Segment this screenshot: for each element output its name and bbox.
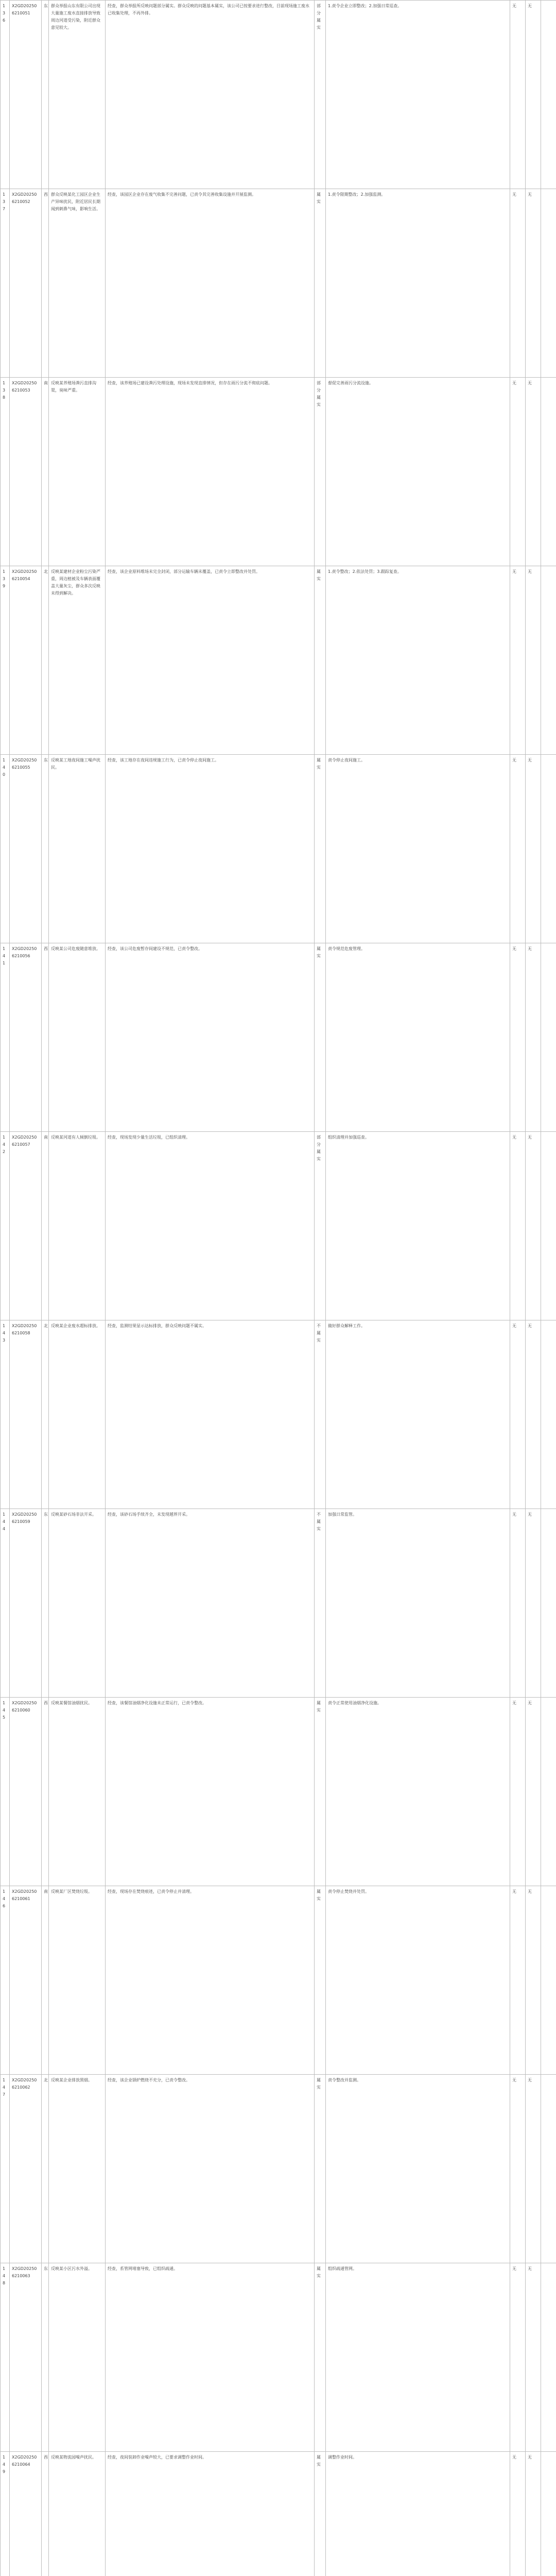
report-cell: 反映某企业排放黑烟。 xyxy=(49,2075,106,2263)
report-cell: 反映某公司危废随意堆放。 xyxy=(49,943,106,1132)
accountability-cell: 无 xyxy=(510,1509,526,1698)
blank-cell xyxy=(541,378,556,566)
result-cell: 属实 xyxy=(315,566,326,755)
publish-cell: 无 xyxy=(526,1320,541,1509)
table-row xyxy=(1,189,556,378)
row-index: 139 xyxy=(1,566,10,755)
row-index: 138 xyxy=(1,378,10,566)
blank-cell xyxy=(541,943,556,1132)
blank-cell xyxy=(541,1132,556,1320)
table-row xyxy=(1,1320,556,1509)
accountability-cell: 无 xyxy=(510,378,526,566)
publish-cell: 无 xyxy=(526,566,541,755)
case-id: X2GD202506210058 xyxy=(10,1320,42,1509)
row-index: 136 xyxy=(1,1,10,189)
publish-cell: 无 xyxy=(526,189,541,378)
publish-cell: 无 xyxy=(526,1886,541,2075)
region-cell: 北 xyxy=(42,566,49,755)
row-index: 146 xyxy=(1,1886,10,2075)
case-id: X2GD202506210054 xyxy=(10,566,42,755)
result-cell: 属实 xyxy=(315,189,326,378)
report-cell: 群众举报山东有限公司出现大量施工废水直接排放导致周边河道受污染，附近群众意见较大。 xyxy=(49,1,106,189)
blank-cell xyxy=(541,755,556,943)
table-row xyxy=(1,378,556,566)
result-cell: 属实 xyxy=(315,1698,326,1886)
case-id: X2GD202506210061 xyxy=(10,1886,42,2075)
case-id: X2GD202506210056 xyxy=(10,943,42,1132)
publish-cell: 无 xyxy=(526,1509,541,1698)
handle-cell: 责令规范危废管理。 xyxy=(326,943,510,1132)
blank-cell xyxy=(541,1886,556,2075)
region-cell: 东 xyxy=(42,755,49,943)
publish-cell: 无 xyxy=(526,1132,541,1320)
region-cell: 南 xyxy=(42,1132,49,1320)
case-id: X2GD202506210057 xyxy=(10,1132,42,1320)
report-cell: 反映某餐馆油烟扰民。 xyxy=(49,1698,106,1886)
handle-cell: 加强日常监管。 xyxy=(326,1509,510,1698)
region-cell: 西 xyxy=(42,2452,49,2576)
table-row xyxy=(1,2263,556,2452)
row-index: 145 xyxy=(1,1698,10,1886)
publish-cell: 无 xyxy=(526,1,541,189)
table-row xyxy=(1,1,556,189)
handle-cell: 调整作业时间。 xyxy=(326,2452,510,2576)
result-cell: 不属实 xyxy=(315,1320,326,1509)
result-cell: 属实 xyxy=(315,1886,326,2075)
accountability-cell: 无 xyxy=(510,2263,526,2452)
accountability-cell: 无 xyxy=(510,566,526,755)
blank-cell xyxy=(541,1509,556,1698)
row-index: 140 xyxy=(1,755,10,943)
row-index: 141 xyxy=(1,943,10,1132)
blank-cell xyxy=(541,2263,556,2452)
publish-cell: 无 xyxy=(526,2263,541,2452)
case-id: X2GD202506210055 xyxy=(10,755,42,943)
result-cell: 属实 xyxy=(315,2263,326,2452)
blank-cell xyxy=(541,1320,556,1509)
accountability-cell: 无 xyxy=(510,943,526,1132)
handle-cell: 责令停止夜间施工。 xyxy=(326,755,510,943)
blank-cell xyxy=(541,1,556,189)
check-cell: 经查，该砂石场手续齐全，未发现越界开采。 xyxy=(106,1509,315,1698)
check-cell: 经查，该公司危废暂存间建设不规范，已责令整改。 xyxy=(106,943,315,1132)
table-row xyxy=(1,1132,556,1320)
report-cell: 反映某工地夜间施工噪声扰民。 xyxy=(49,755,106,943)
handle-cell: 责令整改并监测。 xyxy=(326,2075,510,2263)
case-id: X2GD202506210062 xyxy=(10,2075,42,2263)
row-index: 143 xyxy=(1,1320,10,1509)
result-cell: 部分属实 xyxy=(315,1132,326,1320)
accountability-cell: 无 xyxy=(510,2075,526,2263)
accountability-cell: 无 xyxy=(510,1698,526,1886)
case-id: X2GD202506210053 xyxy=(10,378,42,566)
report-cell: 反映某厂区焚烧垃圾。 xyxy=(49,1886,106,2075)
case-id: X2GD202506210051 xyxy=(10,1,42,189)
report-cell: 反映某河道有人倾倒垃圾。 xyxy=(49,1132,106,1320)
publish-cell: 无 xyxy=(526,378,541,566)
check-cell: 经查，夜间装卸作业噪声较大，已要求调整作业时间。 xyxy=(106,2452,315,2576)
region-cell: 南 xyxy=(42,1886,49,2075)
accountability-cell: 无 xyxy=(510,1132,526,1320)
check-cell: 经查，该养殖场已建设粪污处理设施，现场未发现直排情况，但存在雨污分流不彻底问题。 xyxy=(106,378,315,566)
accountability-cell: 无 xyxy=(510,755,526,943)
accountability-cell: 无 xyxy=(510,1,526,189)
result-cell: 属实 xyxy=(315,2452,326,2576)
report-cell: 群众反映某化工园区企业生产异味扰民，附近居民长期闻到刺鼻气味，影响生活。 xyxy=(49,189,106,378)
region-cell: 东 xyxy=(42,1,49,189)
case-id: X2GD202506210060 xyxy=(10,1698,42,1886)
accountability-cell: 无 xyxy=(510,189,526,378)
accountability-cell: 无 xyxy=(510,1320,526,1509)
publish-cell: 无 xyxy=(526,2452,541,2576)
accountability-cell: 无 xyxy=(510,1886,526,2075)
region-cell: 北 xyxy=(42,2075,49,2263)
table-row xyxy=(1,566,556,755)
handle-cell: 做好群众解释工作。 xyxy=(326,1320,510,1509)
handle-cell: 1.责令企业立即整改；2.加强日常巡查。 xyxy=(326,1,510,189)
blank-cell xyxy=(541,1698,556,1886)
table-row xyxy=(1,943,556,1132)
report-cell: 反映某物流园噪声扰民。 xyxy=(49,2452,106,2576)
report-cell: 反映某砂石场非法开采。 xyxy=(49,1509,106,1698)
region-cell: 西 xyxy=(42,1698,49,1886)
result-cell: 部分属实 xyxy=(315,1,326,189)
check-cell: 经查，系管网堵塞导致，已组织疏通。 xyxy=(106,2263,315,2452)
handle-cell: 责令正常使用油烟净化设施。 xyxy=(326,1698,510,1886)
handle-cell: 组织清理并加强巡查。 xyxy=(326,1132,510,1320)
result-cell: 部分属实 xyxy=(315,378,326,566)
row-index: 148 xyxy=(1,2263,10,2452)
check-cell: 经查，该园区企业存在废气收集不完善问题，已责令其完善收集设施并开展监测。 xyxy=(106,189,315,378)
check-cell: 经查，监测结果显示达标排放，群众反映问题不属实。 xyxy=(106,1320,315,1509)
case-id: X2GD202506210064 xyxy=(10,2452,42,2576)
table-row xyxy=(1,1886,556,2075)
region-cell: 西 xyxy=(42,943,49,1132)
region-cell: 东 xyxy=(42,1509,49,1698)
publish-cell: 无 xyxy=(526,943,541,1132)
result-cell: 不属实 xyxy=(315,1509,326,1698)
report-cell: 反映某养殖场粪污直排沟渠，臭味严重。 xyxy=(49,378,106,566)
table-row xyxy=(1,755,556,943)
check-cell: 经查，群众举报所反映问题部分属实。群众反映的问题基本属实，该公司已按要求进行整改，目前现场施工废水已收集处理，不再外排。 xyxy=(106,1,315,189)
handle-cell: 督促完善雨污分流设施。 xyxy=(326,378,510,566)
check-cell: 经查，该餐馆油烟净化设施未正常运行，已责令整改。 xyxy=(106,1698,315,1886)
check-cell: 经查，现场发现少量生活垃圾，已组织清理。 xyxy=(106,1132,315,1320)
table-row xyxy=(1,1698,556,1886)
publish-cell: 无 xyxy=(526,1698,541,1886)
report-cell: 反映某小区污水外溢。 xyxy=(49,2263,106,2452)
check-cell: 经查，该企业原料堆场未完全封闭，部分运输车辆未覆盖，已责令立即整改并处罚。 xyxy=(106,566,315,755)
handle-cell: 1.责令整改；2.依法处罚；3.跟踪复查。 xyxy=(326,566,510,755)
blank-cell xyxy=(541,566,556,755)
check-cell: 经查，现场存在焚烧痕迹，已责令停止并清理。 xyxy=(106,1886,315,2075)
report-cell: 反映某建材企业粉尘污染严重，周边植被及车辆表面覆盖大量灰尘，群众多次反映未得到解决。 xyxy=(49,566,106,755)
result-cell: 属实 xyxy=(315,2075,326,2263)
report-cell: 反映某企业废水超标排放。 xyxy=(49,1320,106,1509)
case-id: X2GD202506210059 xyxy=(10,1509,42,1698)
table-row xyxy=(1,2075,556,2263)
blank-cell xyxy=(541,2075,556,2263)
handle-cell: 责令停止焚烧并处罚。 xyxy=(326,1886,510,2075)
case-id: X2GD202506210063 xyxy=(10,2263,42,2452)
result-cell: 属实 xyxy=(315,943,326,1132)
region-cell: 西 xyxy=(42,189,49,378)
table-row xyxy=(1,1509,556,1698)
blank-cell xyxy=(541,2452,556,2576)
result-cell: 属实 xyxy=(315,755,326,943)
row-index: 142 xyxy=(1,1132,10,1320)
handle-cell: 1.责令限期整改；2.加强监测。 xyxy=(326,189,510,378)
row-index: 137 xyxy=(1,189,10,378)
region-cell: 东 xyxy=(42,2263,49,2452)
region-cell: 南 xyxy=(42,378,49,566)
accountability-cell: 无 xyxy=(510,2452,526,2576)
case-id: X2GD202506210052 xyxy=(10,189,42,378)
publish-cell: 无 xyxy=(526,2075,541,2263)
check-cell: 经查，该企业锅炉燃烧不充分，已责令整改。 xyxy=(106,2075,315,2263)
publish-cell: 无 xyxy=(526,755,541,943)
handle-cell: 组织疏通管网。 xyxy=(326,2263,510,2452)
row-index: 144 xyxy=(1,1509,10,1698)
row-index: 149 xyxy=(1,2452,10,2576)
table-row xyxy=(1,2452,556,2576)
region-cell: 北 xyxy=(42,1320,49,1509)
blank-cell xyxy=(541,189,556,378)
check-cell: 经查，该工地存在夜间违规施工行为，已责令停止夜间施工。 xyxy=(106,755,315,943)
row-index: 147 xyxy=(1,2075,10,2263)
